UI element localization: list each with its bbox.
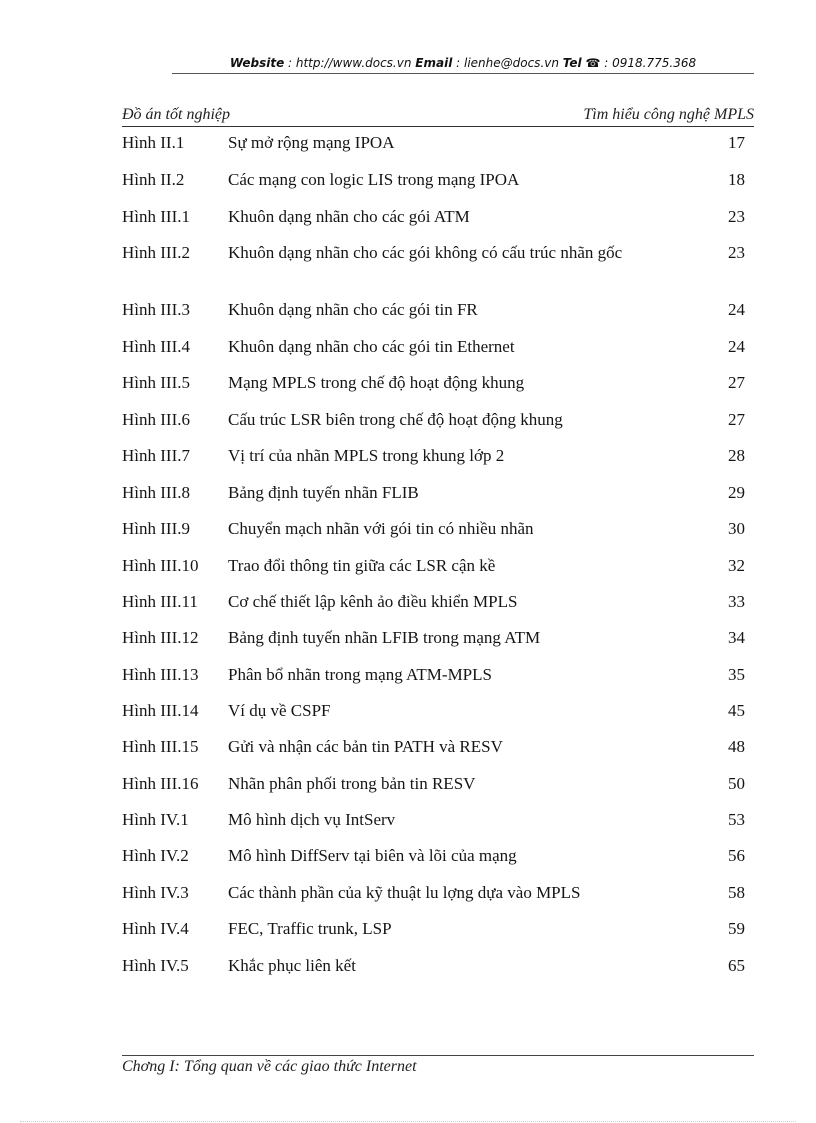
figure-title: Chuyển mạch nhãn với gói tin có nhiều nhãn bbox=[228, 519, 534, 538]
website-url[interactable]: : http://www.docs.vn bbox=[284, 56, 416, 70]
figure-number: Hình III.9 bbox=[122, 519, 190, 538]
figure-title: Khuôn dạng nhãn cho các gói không có cấu trúc nhãn gốc bbox=[228, 243, 623, 262]
tel-number: : 0918.775.368 bbox=[600, 56, 697, 70]
figure-page: 17 bbox=[728, 133, 745, 152]
figure-title: Khuôn dạng nhãn cho các gói tin Ethernet bbox=[228, 337, 515, 356]
figure-page: 53 bbox=[728, 810, 745, 829]
figure-number: Hình IV.4 bbox=[122, 919, 189, 938]
figure-title: Ví dụ về CSPF bbox=[228, 701, 331, 720]
figure-page: 33 bbox=[728, 592, 745, 611]
email-address[interactable]: : lienhe@docs.vn bbox=[452, 56, 563, 70]
figure-title: Cơ chế thiết lập kênh ảo điều khiển MPLS bbox=[228, 592, 518, 611]
document-header bbox=[122, 106, 754, 127]
figure-title: Gửi và nhận các bản tin PATH và RESV bbox=[228, 737, 503, 756]
figure-title: Khắc phục liên kết bbox=[228, 956, 356, 975]
footer-rule bbox=[122, 1055, 754, 1056]
figure-title: Trao đổi thông tin giữa các LSR cận kề bbox=[228, 556, 496, 575]
figure-title: Khuôn dạng nhãn cho các gói ATM bbox=[228, 207, 470, 226]
figure-number: Hình IV.1 bbox=[122, 810, 189, 829]
figure-title: Sự mở rộng mạng IPOA bbox=[228, 133, 395, 152]
figure-number: Hình III.7 bbox=[122, 446, 190, 465]
figure-page: 35 bbox=[728, 665, 745, 684]
figure-page: 24 bbox=[728, 337, 745, 356]
figure-number: Hình III.11 bbox=[122, 592, 198, 611]
website-label: Website bbox=[229, 56, 285, 70]
figure-page: 18 bbox=[728, 170, 745, 189]
figure-page: 45 bbox=[728, 701, 745, 720]
doc-header-left: Đồ án tốt nghiệp bbox=[122, 106, 230, 123]
figure-title: FEC, Traffic trunk, LSP bbox=[228, 919, 392, 938]
figure-page: 58 bbox=[728, 883, 745, 902]
figure-title: Vị trí của nhãn MPLS trong khung lớp 2 bbox=[228, 446, 505, 465]
figure-title: Bảng định tuyến nhãn FLIB bbox=[228, 483, 419, 502]
figure-title: Khuôn dạng nhãn cho các gói tin FR bbox=[228, 300, 478, 319]
figure-page: 59 bbox=[728, 919, 745, 938]
header-rule bbox=[172, 73, 754, 74]
figure-number: Hình IV.2 bbox=[122, 846, 189, 865]
figure-number: Hình IV.3 bbox=[122, 883, 189, 902]
figure-number: Hình III.8 bbox=[122, 483, 190, 502]
figure-number: Hình III.14 bbox=[122, 701, 199, 720]
figure-number: Hình III.13 bbox=[122, 665, 199, 684]
figure-page: 27 bbox=[728, 410, 745, 429]
figure-number: Hình III.5 bbox=[122, 373, 190, 392]
figure-number: Hình III.2 bbox=[122, 243, 190, 262]
doc-header-right: Tìm hiểu công nghệ MPLS bbox=[583, 106, 754, 123]
figure-title: Các mạng con logic LIS trong mạng IPOA bbox=[228, 170, 520, 189]
figure-page: 65 bbox=[728, 956, 745, 975]
email-label: Email bbox=[415, 56, 453, 70]
figure-number: Hình IV.5 bbox=[122, 956, 189, 975]
figure-page: 48 bbox=[728, 737, 745, 756]
figure-title: Nhãn phân phối trong bản tin RESV bbox=[228, 774, 476, 793]
figure-page: 50 bbox=[728, 774, 745, 793]
figure-number: Hình III.6 bbox=[122, 410, 190, 429]
figure-page: 30 bbox=[728, 519, 745, 538]
figure-page: 34 bbox=[728, 628, 745, 647]
figure-number: Hình II.2 bbox=[122, 170, 185, 189]
figure-title: Cấu trúc LSR biên trong chế độ hoạt động khung bbox=[228, 410, 563, 429]
figure-title: Mô hình DiffServ tại biên và lõi của mạng bbox=[228, 846, 517, 865]
figure-page: 56 bbox=[728, 846, 745, 865]
figure-title: Phân bổ nhãn trong mạng ATM-MPLS bbox=[228, 665, 492, 684]
tel-label: Tel bbox=[562, 56, 582, 70]
figure-page: 24 bbox=[728, 300, 745, 319]
figure-number: Hình II.1 bbox=[122, 133, 185, 152]
figure-title: Bảng định tuyến nhãn LFIB trong mạng ATM bbox=[228, 628, 541, 647]
footer-chapter: Chơng I: Tổng quan về các giao thức Internet bbox=[122, 1058, 417, 1075]
page-edge bbox=[20, 1121, 796, 1122]
figure-number: Hình III.3 bbox=[122, 300, 190, 319]
figure-page: 29 bbox=[728, 483, 745, 502]
figure-page: 32 bbox=[728, 556, 745, 575]
figure-number: Hình III.15 bbox=[122, 737, 199, 756]
figure-page: 23 bbox=[728, 243, 745, 262]
phone-icon: ☎ bbox=[585, 56, 601, 70]
figure-page: 23 bbox=[728, 207, 745, 226]
figure-title: Các thành phần của kỹ thuật lu lợng dựa vào MPLS bbox=[228, 883, 581, 902]
figure-number: Hình III.1 bbox=[122, 207, 190, 226]
website-header bbox=[172, 56, 754, 70]
figure-number: Hình III.12 bbox=[122, 628, 199, 647]
figure-title: Mạng MPLS trong chế độ hoạt động khung bbox=[228, 373, 525, 392]
figure-number: Hình III.10 bbox=[122, 556, 199, 575]
figure-number: Hình III.16 bbox=[122, 774, 199, 793]
figure-page: 28 bbox=[728, 446, 745, 465]
figure-page: 27 bbox=[728, 373, 745, 392]
figure-title: Mô hình dịch vụ IntServ bbox=[228, 810, 396, 829]
figure-number: Hình III.4 bbox=[122, 337, 190, 356]
